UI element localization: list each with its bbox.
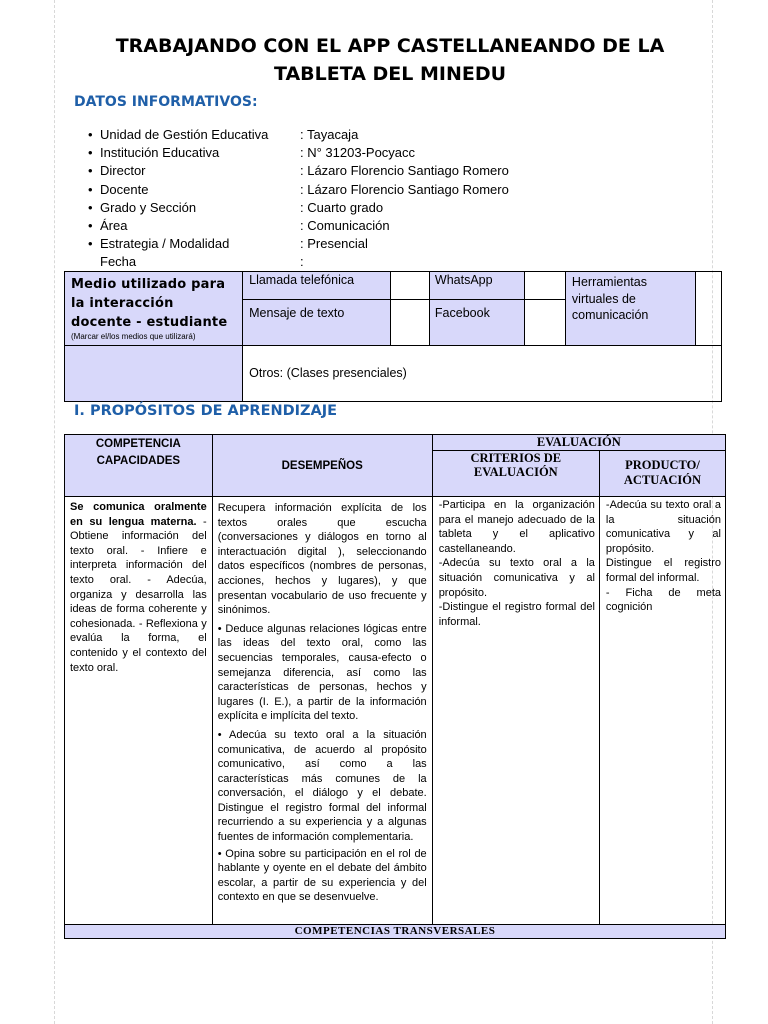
desempeno-item: • Adecúa su texto oral a la situación comunicativa, de acuerdo al propósito comunicativo, así como a las características más comunes de la conversación, el diálogo y el debate. Distingue el registro formal del informal recurriendo a su experiencia y a algunas fuentes de información complementaria. xyxy=(217,728,427,844)
desempenos-header: DESEMPEÑOS xyxy=(212,435,432,497)
info-value: : N° 31203-Pocyacc xyxy=(300,145,416,161)
criterios-header: CRITERIOS DE EVALUACIÓN xyxy=(432,451,599,497)
info-value: : Presencial xyxy=(300,236,368,252)
datos-heading: DATOS INFORMATIVOS: xyxy=(74,94,258,110)
info-label xyxy=(88,126,268,144)
info-label xyxy=(88,144,219,162)
criterio-item: -Distingue el registro formal del informal. xyxy=(438,601,595,628)
bullet-icon: • xyxy=(88,217,93,233)
info-label xyxy=(100,253,136,271)
criterio-item: -Participa en la organización para el manejo adecuado de la tableta y el aplicativo castellaneando. xyxy=(438,499,595,555)
medio-label: Medio utilizado para la interacción docente - estudiante xyxy=(71,277,228,330)
propositos-table xyxy=(64,434,726,939)
desempeno-item: • Opina sobre su participación en el rol de hablante y oyente en el debate del ámbito escolar, a partir de su experiencia y del contexto en que se desenvuelve. xyxy=(217,847,427,904)
medio-label-blank xyxy=(65,346,243,402)
bullet-icon: • xyxy=(88,145,93,161)
info-label-text: Unidad de Gestión Educativa xyxy=(100,127,269,142)
propositos-heading: I. PROPÓSITOS DE APRENDIZAJE xyxy=(74,403,338,419)
medio-note: (Marcar el/los medios que utilizará) xyxy=(71,332,196,341)
whatsapp-check[interactable] xyxy=(525,272,566,300)
competencia-cell xyxy=(65,497,213,925)
info-label xyxy=(88,162,146,180)
info-label-text: Director xyxy=(100,163,146,179)
producto-cell xyxy=(599,497,725,925)
page-title: TRABAJANDO CON EL APP CASTELLANEANDO DE LA TABLETA DEL MINEDU xyxy=(115,35,665,85)
info-value: : Lázaro Florencio Santiago Romero xyxy=(300,181,509,197)
info-value: : Lázaro Florencio Santiago Romero xyxy=(300,163,509,179)
llamada-check[interactable] xyxy=(391,272,430,300)
desempeno-item: • Deduce algunas relaciones lógicas entre las ideas del texto oral, como las secuencias temporales, causa-efecto o semejanza diferencia, así como las características de personas, hechos y lugares (I. E.), a partir de la información explícita e implícita del texto. xyxy=(217,622,427,723)
whatsapp-label: WhatsApp xyxy=(429,272,524,300)
evaluacion-header: EVALUACIÓN xyxy=(432,435,725,451)
bullet-icon: • xyxy=(88,181,93,197)
otros-cell: Otros: (Clases presenciales) xyxy=(243,346,722,402)
info-value: : Cuarto grado xyxy=(300,199,384,215)
facebook-check[interactable] xyxy=(525,299,566,345)
transversales-row: COMPETENCIAS TRANSVERSALES xyxy=(65,925,726,939)
info-value: : Tayacaja xyxy=(300,127,359,142)
medio-table xyxy=(64,271,722,402)
producto-item: Distingue el registro formal del informal. xyxy=(605,557,721,584)
info-value: : Comunicación xyxy=(300,217,390,233)
mensaje-label: Mensaje de texto xyxy=(243,299,391,345)
info-value: : xyxy=(300,254,304,270)
criterios-cell xyxy=(432,497,599,925)
producto-item: -Adecúa su texto oral a la situación comunicativa y al propósito. xyxy=(605,499,721,555)
bullet-icon: • xyxy=(88,199,93,215)
mensaje-check[interactable] xyxy=(391,299,430,345)
bullet-icon: • xyxy=(88,127,93,142)
desempeno-item: Recupera información explícita de los textos orales que escucha (conversaciones y diálogos en torno al interactuación digital ), seleccionando datos específicos (nombres de personas, acciones, hechos y lugares), y que presentan vocabulario de uso frecuente y sinónimos. xyxy=(217,502,427,617)
info-label-text: Institución Educativa xyxy=(100,145,220,161)
competencia-capacidades: - Obtiene información del texto oral. - Infiere e interpreta información del texto oral. - Adecúa, organiza y desarrolla las ideas de forma coherente y cohesionada. - Reflexiona y evalúa la forma, el contenido y el contexto del texto oral. xyxy=(70,515,207,674)
medio-label-cell xyxy=(65,272,243,346)
producto-item: - Ficha de meta cognición xyxy=(605,586,721,614)
competencia-header: COMPETENCIA CAPACIDADES xyxy=(65,435,213,497)
producto-header: PRODUCTO/ ACTUACIÓN xyxy=(599,451,725,497)
facebook-label: Facebook xyxy=(429,299,524,345)
llamada-label: Llamada telefónica xyxy=(243,272,391,300)
competencia-title: Se comunica oralmente en su lengua materna. xyxy=(70,501,207,528)
criterio-item: -Adecúa su texto oral a la situación comunicativa y al propósito. xyxy=(438,557,595,599)
info-label xyxy=(88,199,196,217)
herramientas-check[interactable] xyxy=(696,272,722,346)
info-label xyxy=(88,181,148,199)
bullet-icon: • xyxy=(88,163,93,179)
info-label-text: Docente xyxy=(100,181,149,197)
bullet-icon: • xyxy=(88,236,93,252)
info-label xyxy=(88,217,127,235)
left-margin-guide xyxy=(54,0,55,1024)
desempenos-cell xyxy=(212,497,432,925)
info-label xyxy=(88,235,229,253)
info-label-text: Estrategia / Modalidad xyxy=(100,236,230,252)
info-label-text: Fecha xyxy=(100,254,137,270)
info-label-text: Grado y Sección xyxy=(100,199,197,215)
info-label-text: Área xyxy=(100,217,128,233)
herramientas-label: Herramientas virtuales de comunicación xyxy=(565,272,696,346)
